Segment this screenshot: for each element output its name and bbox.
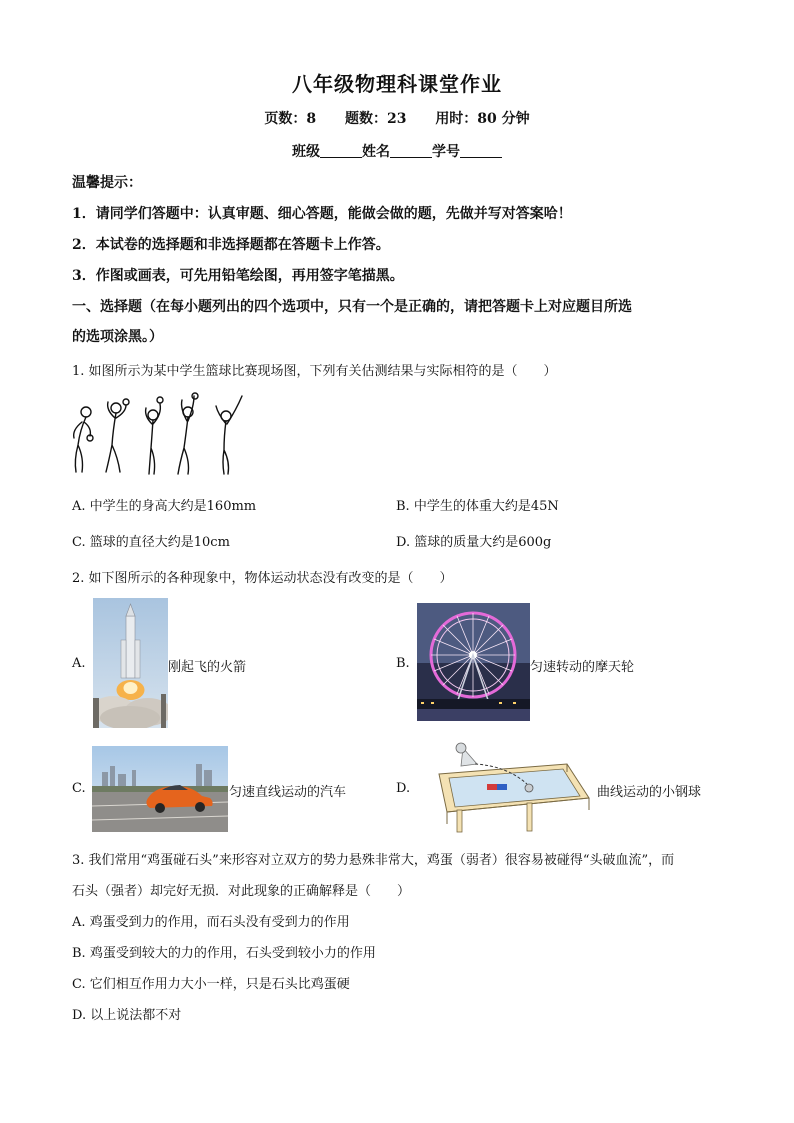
basketball-players-image [66, 390, 256, 480]
q2-option-d-text: 曲线运动的小钢球 [597, 785, 702, 800]
question-1-stem: 1. 如图所示为某中学生篮球比赛现场图，下列有关估测结果与实际相符的是（ ） [72, 364, 557, 379]
q2-option-d-letter: D. [396, 781, 411, 796]
q2-option-b-letter: B. [396, 656, 410, 671]
q1-option-a: A. 中学生的身高大约是160mm [72, 499, 257, 514]
question-count: 题数：23 [344, 111, 407, 127]
q2-option-a-text: 刚起飞的火箭 [168, 660, 247, 675]
q3-option-a: A. 鸡蛋受到力的作用，而石头没有受到力的作用 [72, 915, 350, 930]
q2-option-a-letter: A. [72, 656, 86, 671]
section-heading-line2: 的选项涂黑。） [72, 329, 163, 345]
tip-item: 3．作图或画表，可先用铅笔绘图，再用签字笔描黑。 [72, 268, 404, 284]
class-label: 班级 [292, 144, 320, 160]
q2-option-c-letter: C. [72, 781, 86, 796]
q1-option-d: D. 篮球的质量大约是600g [396, 535, 552, 550]
name-label: 姓名 [362, 144, 390, 160]
exam-meta [0, 108, 794, 128]
page-count: 页数：8 [264, 111, 317, 127]
q3-option-d: D. 以上说法都不对 [72, 1008, 182, 1023]
q2-option-c-text: 匀速直线运动的汽车 [229, 785, 347, 800]
tips-heading: 温馨提示： [72, 175, 142, 191]
time-limit: 用时：80 分钟 [435, 111, 530, 127]
question-3-stem-line2: 石头（强者）却完好无损．对此现象的正确解释是（ ） [72, 884, 411, 899]
moving-car-image [92, 746, 228, 832]
name-blank[interactable] [390, 143, 432, 158]
q2-option-b-text: 匀速转动的摩天轮 [530, 660, 635, 675]
tip-item: 1．请同学们答题中：认真审题、细心答题，能做会做的题，先做并写对答案哈！ [72, 206, 572, 222]
q3-option-b: B. 鸡蛋受到较大的力的作用，石头受到较小力的作用 [72, 946, 376, 961]
rocket-launch-image [93, 598, 168, 728]
q1-option-b: B. 中学生的体重大约是45N [396, 499, 559, 514]
question-2-stem: 2. 如下图所示的各种现象中，物体运动状态没有改变的是（ ） [72, 571, 453, 586]
tip-item: 2．本试卷的选择题和非选择题都在答题卡上作答。 [72, 237, 390, 253]
id-label: 学号 [432, 144, 460, 160]
ferris-wheel-image [417, 603, 530, 721]
q1-option-c: C. 篮球的直径大约是10cm [72, 535, 230, 550]
page-title: 八年级物理科课堂作业 [292, 72, 502, 96]
question-3-stem-line1: 3. 我们常用“鸡蛋碰石头”来形容对立双方的势力悬殊非常大，鸡蛋（弱者）很容易被碰得“头破血流”，而 [72, 853, 675, 868]
section-heading-line1: 一、选择题（在每小题列出的四个选项中，只有一个是正确的，请把答题卡上对应题目所选 [72, 299, 632, 315]
id-blank[interactable] [460, 143, 502, 158]
q3-option-c: C. 它们相互作用力大小一样，只是石头比鸡蛋硬 [72, 977, 350, 992]
student-info-line [0, 141, 794, 161]
class-blank[interactable] [320, 143, 362, 158]
steel-ball-magnet-image [417, 740, 595, 834]
